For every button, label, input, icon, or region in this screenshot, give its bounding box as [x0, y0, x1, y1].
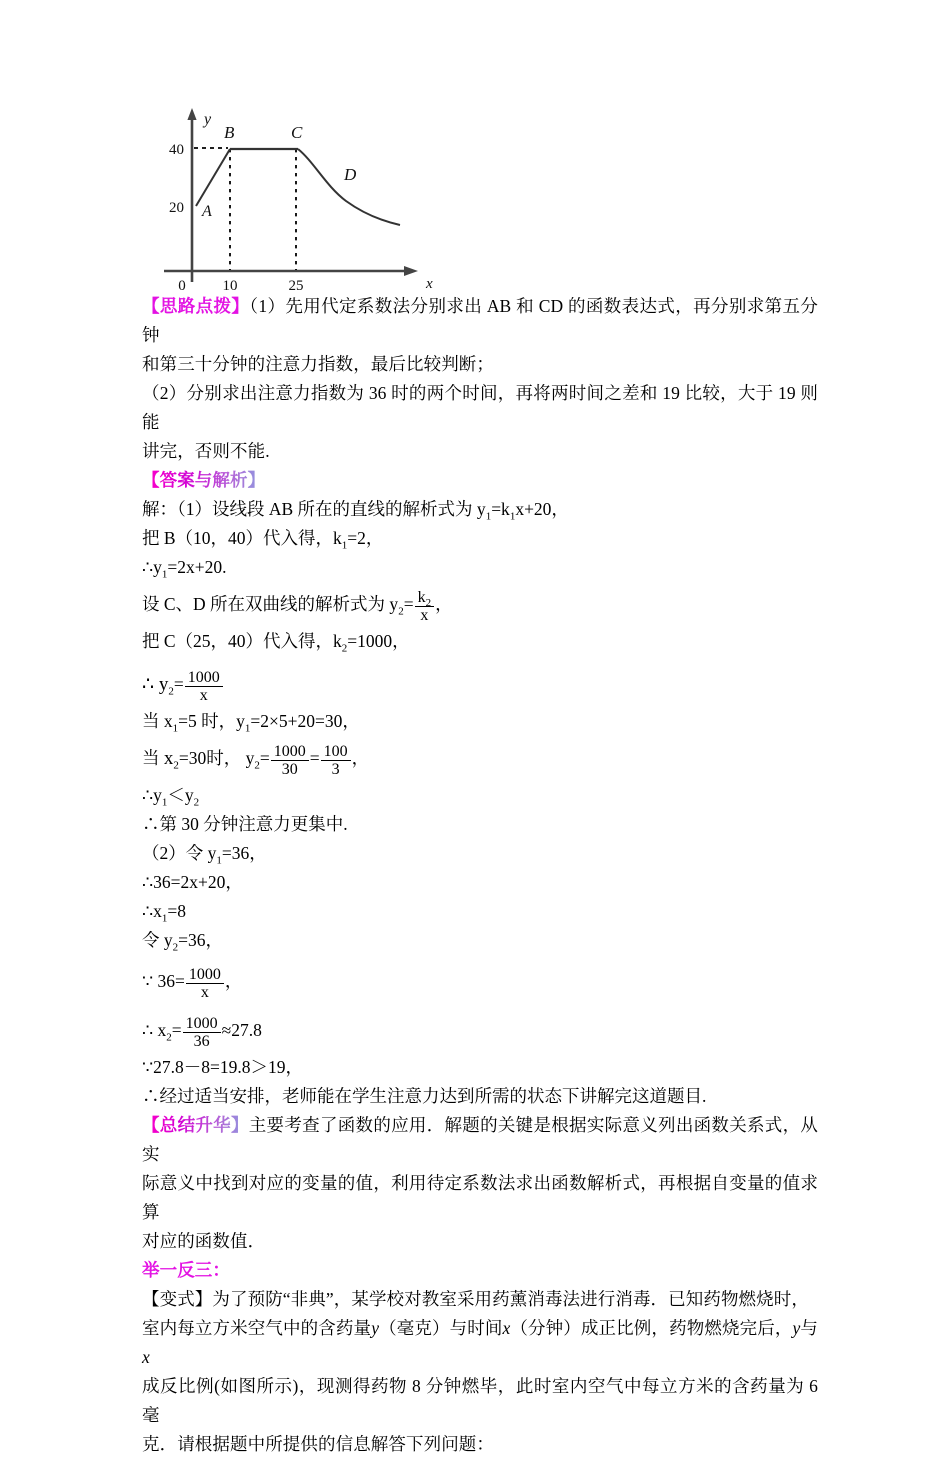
fraction-num-sub: 2	[425, 596, 432, 609]
variation-l2-c: （分钟）成正比例，药物燃烧完后，	[510, 1318, 793, 1338]
y-axis-arrow	[187, 108, 196, 120]
answer-line-14	[142, 926, 818, 955]
answer-l8-comma: ，	[351, 748, 370, 768]
fraction-numerator: 1000	[183, 1015, 221, 1033]
point-label-a: A	[202, 203, 212, 220]
answer-heading: 【答案与解析】	[142, 470, 266, 490]
summary-line-2	[142, 1169, 818, 1227]
answer-l7-mid: =5 时，y	[178, 711, 245, 731]
point-label-c: C	[291, 123, 303, 142]
variable-y-1: y	[371, 1318, 380, 1338]
answer-line-10	[142, 810, 818, 839]
variation-line-4	[142, 1430, 818, 1459]
answer-l9-a: ∴y	[142, 785, 162, 805]
variable-x-1: x	[502, 1318, 511, 1338]
summary-text-2: 际意义中找到对应的变量的值，利用待定系数法求出函数解析式，再根据自变量的值求算	[142, 1173, 818, 1222]
answer-l1-mid: =k	[491, 499, 510, 519]
x-axis-label: x	[426, 276, 433, 290]
hints-text-4: 讲完，否则不能.	[142, 441, 270, 461]
answer-line-8	[142, 736, 818, 781]
fraction-denominator: x	[420, 606, 429, 624]
answer-l3-tail: =2x+20.	[167, 557, 227, 577]
x-axis-arrow	[404, 266, 418, 276]
hints-text-2: 和第三十分钟的注意力指数，最后比较判断；	[142, 354, 494, 374]
answer-line-18	[142, 1082, 818, 1111]
answer-line-13	[142, 897, 818, 926]
fraction-num-text: k	[417, 588, 426, 606]
answer-line-9	[142, 781, 818, 810]
variation-l2-d: 与	[800, 1318, 818, 1338]
answer-l11-sub: 1	[216, 854, 222, 867]
answer-l8-sub1: 2	[173, 759, 179, 772]
answer-line-11	[142, 839, 818, 868]
summary-heading: 【总结升华】	[142, 1115, 249, 1135]
answer-l16-sub: 2	[166, 1031, 172, 1044]
answer-l14-tail: =36，	[178, 930, 223, 950]
answer-l9-sub1: 1	[161, 796, 168, 809]
answer-l2-prefix: 把 B（10，40）代入得，k	[142, 528, 342, 548]
y-tick-40: 40	[169, 142, 184, 158]
fraction-k2-over-x	[415, 589, 435, 625]
answer-l7-tail: =2×5+20=30，	[250, 711, 360, 731]
graph-svg	[150, 100, 450, 290]
hints-heading: 【思路点拨】	[142, 296, 250, 316]
fraction-denominator: 3	[331, 760, 340, 778]
answer-line-4	[142, 582, 818, 627]
variation-line-3	[142, 1372, 818, 1430]
answer-l16-tail: ≈27.8	[221, 1020, 262, 1040]
answer-l1-sub2: 1	[509, 510, 516, 523]
answer-l16-eq: =	[171, 1020, 182, 1040]
variation-text-4: 克．请根据题中所提供的信息解答下列问题：	[142, 1434, 494, 1454]
y-axis-label: y	[204, 111, 212, 128]
answer-l8-eq: =	[259, 748, 270, 768]
answer-l15-comma: ，	[224, 971, 243, 991]
variable-y-2: y	[792, 1318, 801, 1338]
answer-l4-prefix: 设 C、D 所在双曲线的解析式为 y	[142, 594, 399, 614]
fraction-100-over-3	[321, 743, 351, 779]
hints-text-1: （1）先用代定系数法分别求出 AB 和 CD 的函数表达式，再分别求第五分钟	[142, 296, 818, 345]
answer-l14-sub: 2	[172, 941, 179, 954]
answer-line-12	[142, 868, 818, 897]
hints-line-2	[142, 350, 818, 379]
answer-l8-sub2: 2	[254, 759, 260, 772]
fraction-denominator: x	[200, 983, 209, 1001]
answer-l14-prefix: 令 y	[142, 930, 173, 950]
answer-line-17	[142, 1053, 818, 1082]
answer-line-6	[142, 662, 818, 707]
answer-l6-prefix: ∴ y	[142, 674, 169, 695]
summary-text-3: 对应的函数值．	[142, 1231, 266, 1251]
answer-line-16	[142, 1008, 818, 1053]
answer-line-5	[142, 627, 818, 656]
segment-ab	[196, 149, 230, 206]
answer-l13-sub: 1	[161, 912, 168, 925]
variation-heading: 举一反三：	[142, 1260, 230, 1280]
answer-l9-sub2: 2	[193, 796, 200, 809]
answer-l1-prefix: 解：（1）设线段 AB 所在的直线的解析式为 y	[142, 499, 486, 519]
answer-l8-b: x	[163, 748, 174, 769]
fraction-numerator: 1000	[271, 743, 309, 761]
answer-line-15	[142, 959, 818, 1004]
answer-l1-tail: x+20，	[515, 499, 569, 519]
fraction-denominator: x	[199, 686, 208, 704]
fraction-1000-over-x	[185, 669, 223, 705]
hints-line-1	[142, 292, 818, 350]
variation-heading-row	[142, 1256, 818, 1285]
fraction-1000-over-36	[183, 1015, 221, 1051]
attention-index-graph	[150, 100, 450, 290]
y-tick-20: 20	[169, 200, 184, 216]
variation-l2-b: （毫克）与时间	[379, 1318, 503, 1338]
answer-l18: ∴经过适当安排，老师能在学生注意力达到所需的状态下讲解完这道题目.	[142, 1086, 707, 1106]
answer-l2-sub: 1	[341, 539, 348, 552]
answer-l9-b: ＜y	[167, 785, 194, 805]
answer-heading-row	[142, 466, 818, 495]
answer-l2-tail: =2，	[347, 528, 384, 548]
origin-label: 0	[178, 278, 186, 290]
answer-line-1	[142, 495, 818, 524]
variation-l2-a: 室内每立方米空气中的含药量	[142, 1318, 372, 1338]
hints-text-3: （2）分别求出注意力指数为 36 时的两个时间，再将两时间之差和 19 比较，大于 19 则能	[142, 383, 818, 432]
summary-text-1: 主要考查了函数的应用．解题的关键是根据实际意义列出函数关系式，从实	[142, 1115, 818, 1164]
answer-l4-sub: 2	[398, 605, 404, 618]
answer-l11-prefix: （2）令 y	[142, 843, 217, 863]
answer-l12: ∴36=2x+20，	[142, 872, 243, 892]
answer-line-3	[142, 553, 818, 582]
answer-l13-prefix: ∴x	[142, 901, 162, 921]
variable-x-2: x	[142, 1347, 150, 1367]
answer-l5-tail: =1000，	[347, 631, 410, 651]
hints-line-3	[142, 379, 818, 437]
answer-l4-comma: ，	[435, 594, 453, 614]
fraction-denominator: 30	[281, 760, 298, 778]
fraction-numerator: 1000	[185, 669, 223, 687]
answer-l8-c: =30时， y	[178, 748, 255, 768]
fraction-numerator: 100	[321, 743, 351, 761]
answer-l8-eq2: =	[309, 748, 320, 768]
answer-l11-tail: =36，	[221, 843, 267, 863]
answer-l3-prefix: ∴y	[142, 557, 162, 577]
answer-l10: ∴第 30 分钟注意力更集中.	[142, 814, 348, 834]
x-tick-25: 25	[288, 278, 304, 290]
answer-l8-a: 当	[142, 748, 164, 768]
variation-text-1: 为了预防“非典”，某学校对教室采用药薰消毒法进行消毒．已知药物燃烧时，	[212, 1289, 809, 1309]
answer-l15-prefix: ∵ 36	[142, 971, 176, 991]
fraction-numerator: 1000	[186, 966, 224, 984]
answer-l7-sub2: 1	[244, 722, 251, 735]
answer-l6-eq: =	[173, 674, 184, 694]
point-label-b: B	[224, 123, 235, 142]
answer-line-2	[142, 524, 818, 553]
answer-l7-sub1: 1	[172, 722, 179, 735]
variation-label: 【变式】	[142, 1289, 213, 1309]
answer-l1-sub1: 1	[485, 510, 492, 523]
summary-line-1	[142, 1111, 818, 1169]
answer-l3-sub: 1	[161, 568, 168, 581]
answer-l5-prefix: 把 C（25，40）代入得，k	[142, 631, 342, 651]
summary-line-3	[142, 1227, 818, 1256]
point-label-d: D	[344, 165, 357, 184]
fraction-numerator	[415, 589, 435, 607]
x-tick-10: 10	[222, 278, 238, 290]
answer-l4-eq: =	[403, 594, 414, 614]
fraction-denominator: 36	[193, 1032, 210, 1050]
answer-l16-prefix: ∴ x	[142, 1020, 167, 1040]
answer-line-7	[142, 707, 818, 736]
text-body	[142, 292, 818, 1459]
answer-l15-eq: =	[175, 971, 185, 991]
hints-line-4	[142, 437, 818, 466]
variation-text-3: 成反比例(如图所示)，现测得药物 8 分钟燃毕，此时室内空气中每立方米的含药量为 6 毫	[142, 1376, 818, 1425]
answer-l5-sub: 2	[341, 642, 348, 655]
fraction-1000-over-x-2	[186, 966, 224, 1002]
curve-cd	[298, 149, 400, 225]
answer-l7-prefix: 当 x	[142, 711, 173, 731]
answer-l17: ∵27.8－8=19.8＞19，	[142, 1057, 304, 1077]
variation-line-2	[142, 1314, 818, 1372]
fraction-1000-over-30	[271, 743, 309, 779]
variation-line-1	[142, 1285, 818, 1314]
answer-l6-sub: 2	[168, 685, 174, 698]
answer-l13-tail: =8	[167, 901, 187, 921]
